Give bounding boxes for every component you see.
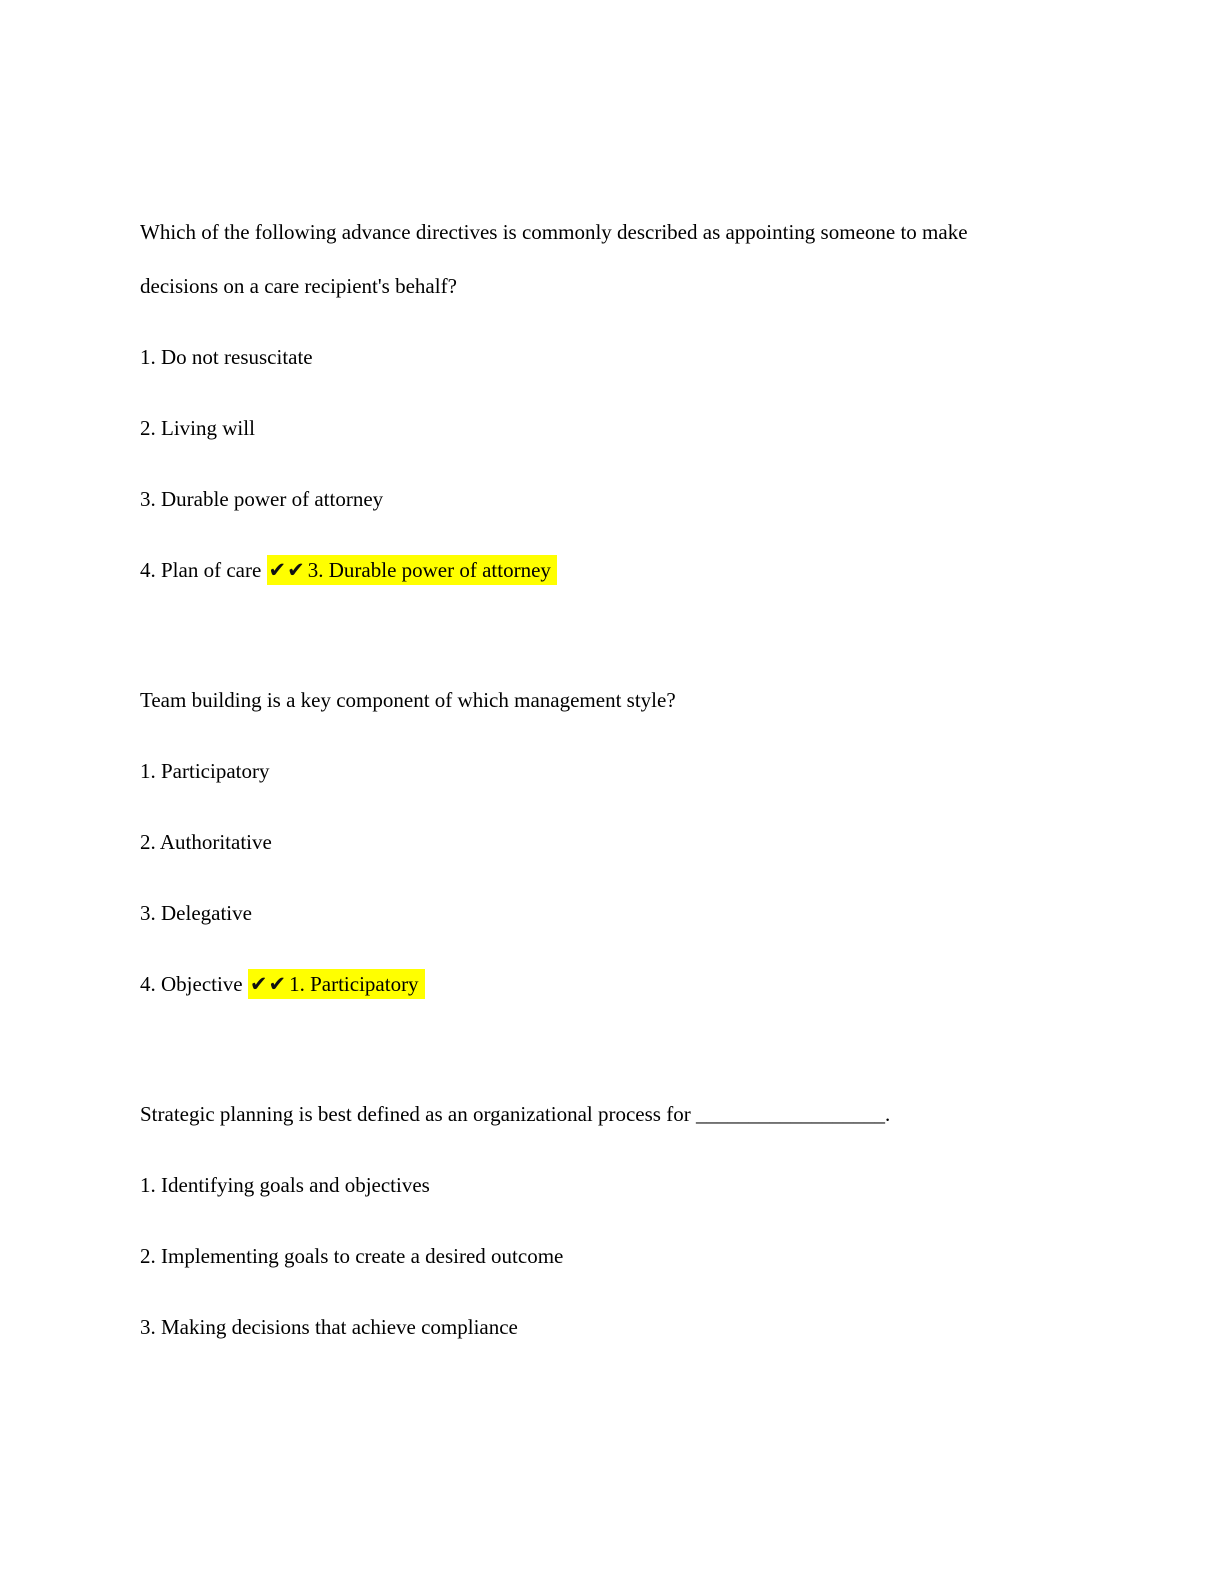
answer-option (140, 957, 1045, 1011)
answer-option: 1. Do not resuscitate (140, 345, 313, 369)
document-content (140, 205, 1045, 1354)
answer-option: 2. Living will (140, 416, 255, 440)
answer-option: 1. Participatory (140, 759, 270, 783)
answer-option: 1. Identifying goals and objectives (140, 1173, 430, 1197)
answer-option: 2. Implementing goals to create a desired outcome (140, 1244, 564, 1268)
answer-option: 3. Durable power of attorney (140, 487, 384, 511)
correct-answer-highlight (248, 969, 425, 999)
answer-option: 3. Delegative (140, 901, 252, 925)
answer-option (140, 543, 1045, 597)
answer-option: 3. Making decisions that achieve compliance (140, 1315, 518, 1339)
correct-answer-highlight (267, 555, 557, 585)
option-text: 4. Plan of care (140, 558, 262, 582)
question-block-3 (140, 1087, 1045, 1354)
correct-answer-text: 1. Participatory (289, 972, 419, 996)
question-text: Team building is a key component of which management style? (140, 688, 676, 712)
question-text: Strategic planning is best defined as an organizational process for __________________. (140, 1102, 891, 1126)
double-checkmark-icon: ✔✔ (249, 972, 288, 996)
question-text: Which of the following advance directives is commonly described as appointing someone to make decisions on a care recipient's behalf? (140, 220, 968, 298)
answer-option: 2. Authoritative (140, 830, 272, 854)
correct-answer-text: 3. Durable power of attorney (307, 558, 551, 582)
option-text: 4. Objective (140, 972, 243, 996)
question-block-2 (140, 673, 1045, 1011)
double-checkmark-icon: ✔✔ (268, 558, 306, 582)
question-block-1 (140, 205, 1045, 597)
